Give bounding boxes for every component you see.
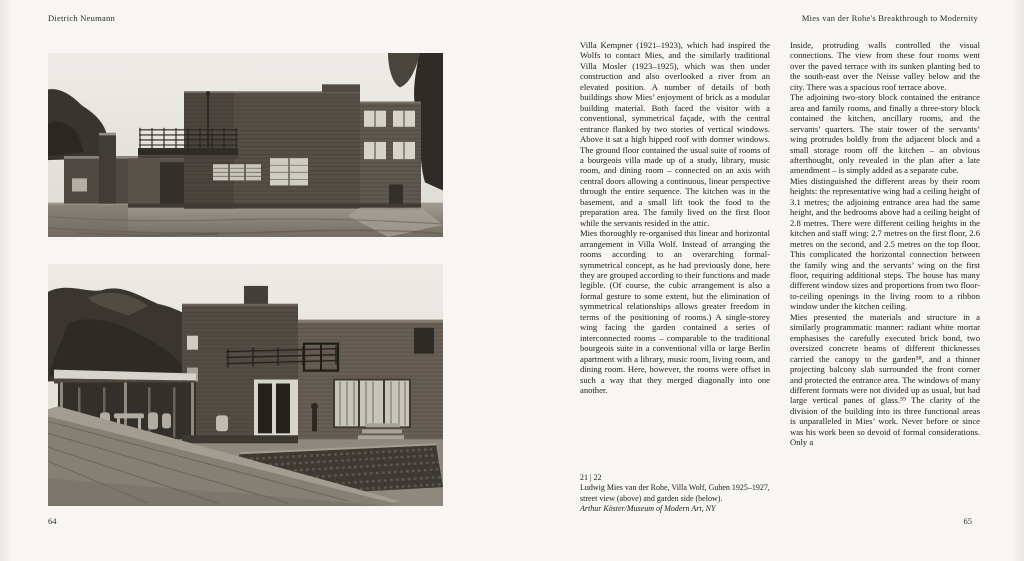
photo-garden-side xyxy=(48,264,443,506)
running-header-author: Dietrich Neumann xyxy=(48,13,116,23)
garden-side-illustration xyxy=(48,264,443,506)
caption-text: Ludwig Mies van der Rohe, Villa Wolf, Guben 1925–1927, street view (above) and garden side (below). xyxy=(580,483,770,503)
text-column-right xyxy=(790,40,980,448)
paragraph: Mies thoroughly re-organised this linear and horizontal arrangement in Villa Wolf. Instead of arranging the rooms according to an overarching formal-symmetrical concept, as he had previously done, here they are grouped according to their functions and made legible. (Of course, the cubic arrangement is also a formal gesture to some extent, but the elimination of symmetrical relationships allows greater freedom in terms of the positioning of rooms.) A single-storey wing facing the garden contained a series of interconnected rooms – comparable to the traditional bourgeois suite in a conventional villa or large Berlin apartment with a library, music room, living room, and dining room. Here, however, the rooms were offset in such a way that they merged diagonally into one another. xyxy=(580,228,770,395)
paragraph: Villa Kempner (1921–1923), which had inspired the Wolfs to contact Mies, and the similarly traditional Villa Mosler (1923–1925), which was then under construction and also overlooked a river from an elevated position. A number of details of both buildings show Mies’ enjoyment of brick as a modular building material. Both faced the visitor with a conventional, symmetrical façade, with the central entrance flanked by two stories of vertical windows. Above it sat a high hipped roof with dormer windows. The ground floor contained the usual suite of rooms of a bourgeois villa made up of a study, library, music room, and dining room – connected on an axis with central doors allowing a continuous, linear perspective through the entire sequence. The kitchen was in the basement, and a small lift took the food to the preparation area. The family lived on the first floor while the servants resided in the attic. xyxy=(580,40,770,228)
page-number-left: 64 xyxy=(48,516,57,526)
street-view-illustration xyxy=(48,53,443,237)
photo-street-view xyxy=(48,53,443,237)
caption-figure-numbers: 21 | 22 xyxy=(580,473,602,482)
text-column-left xyxy=(580,40,770,395)
paragraph: Inside, protruding walls controlled the visual connections. The view from these four rooms went over the paved terrace with its sunken planting bed to the south-east over the Neisse valley below and the city. There was a spacious roof terrace above. xyxy=(790,40,980,92)
page-number-right: 65 xyxy=(963,516,972,526)
paragraph: Mies distinguished the different areas by their room heights: the representative wing had a ceiling height of 3.1 metres; the adjoining entrance area had the same height, and the bedrooms above had a ceiling height of 2.8 metres. There were different ceiling heights in the kitchen and staff wing: 2.7 metres on the first floor, 2.6 metres on the second, and 2.5 metres on the top floor. This complicated the horizontal connection between the family wing and the servants’ wing on the first floor, requiring additional steps. The house has many different window sizes and proportions from two floor-to-ceiling openings in the living room to a ribbon window under the kitchen ceiling. xyxy=(790,175,980,312)
paragraph: The adjoining two-story block contained the entrance area and family rooms, and finally a three-story block contained the kitchen, ancillary rooms, and the servants’ quarters. The stair tower of the servants’ wing protrudes boldly from the adjacent block and a small storage room off the kitchen – an obvious afterthought, only revealed in the plan after a late amendment – is simply added as a separate cube. xyxy=(790,92,980,176)
running-header-chapter: Mies van der Rohe's Breakthrough to Modernity xyxy=(801,13,978,23)
figure-caption xyxy=(580,473,780,514)
caption-credit: Arthur Köster/Museum of Modern Art, NY xyxy=(580,503,716,513)
paragraph: Mies presented the materials and structure in a similarly programmatic manner: radiant white mortar emphasises the carefully executed brick bond, two oversized concrete beams of different thicknesses carried the canopy to the garden⁵⁸, and a thinner projecting balcony slab surrounded the front corner and protected the entrance area. The windows of many different formats were not divided up as usual, but had large vertical panes of glass.⁵⁹ The clarity of the division of the building into its three functional areas is unparalleled in Mies’ work. Never before or since was his work been so devoid of formal considerations. Only a xyxy=(790,311,980,448)
